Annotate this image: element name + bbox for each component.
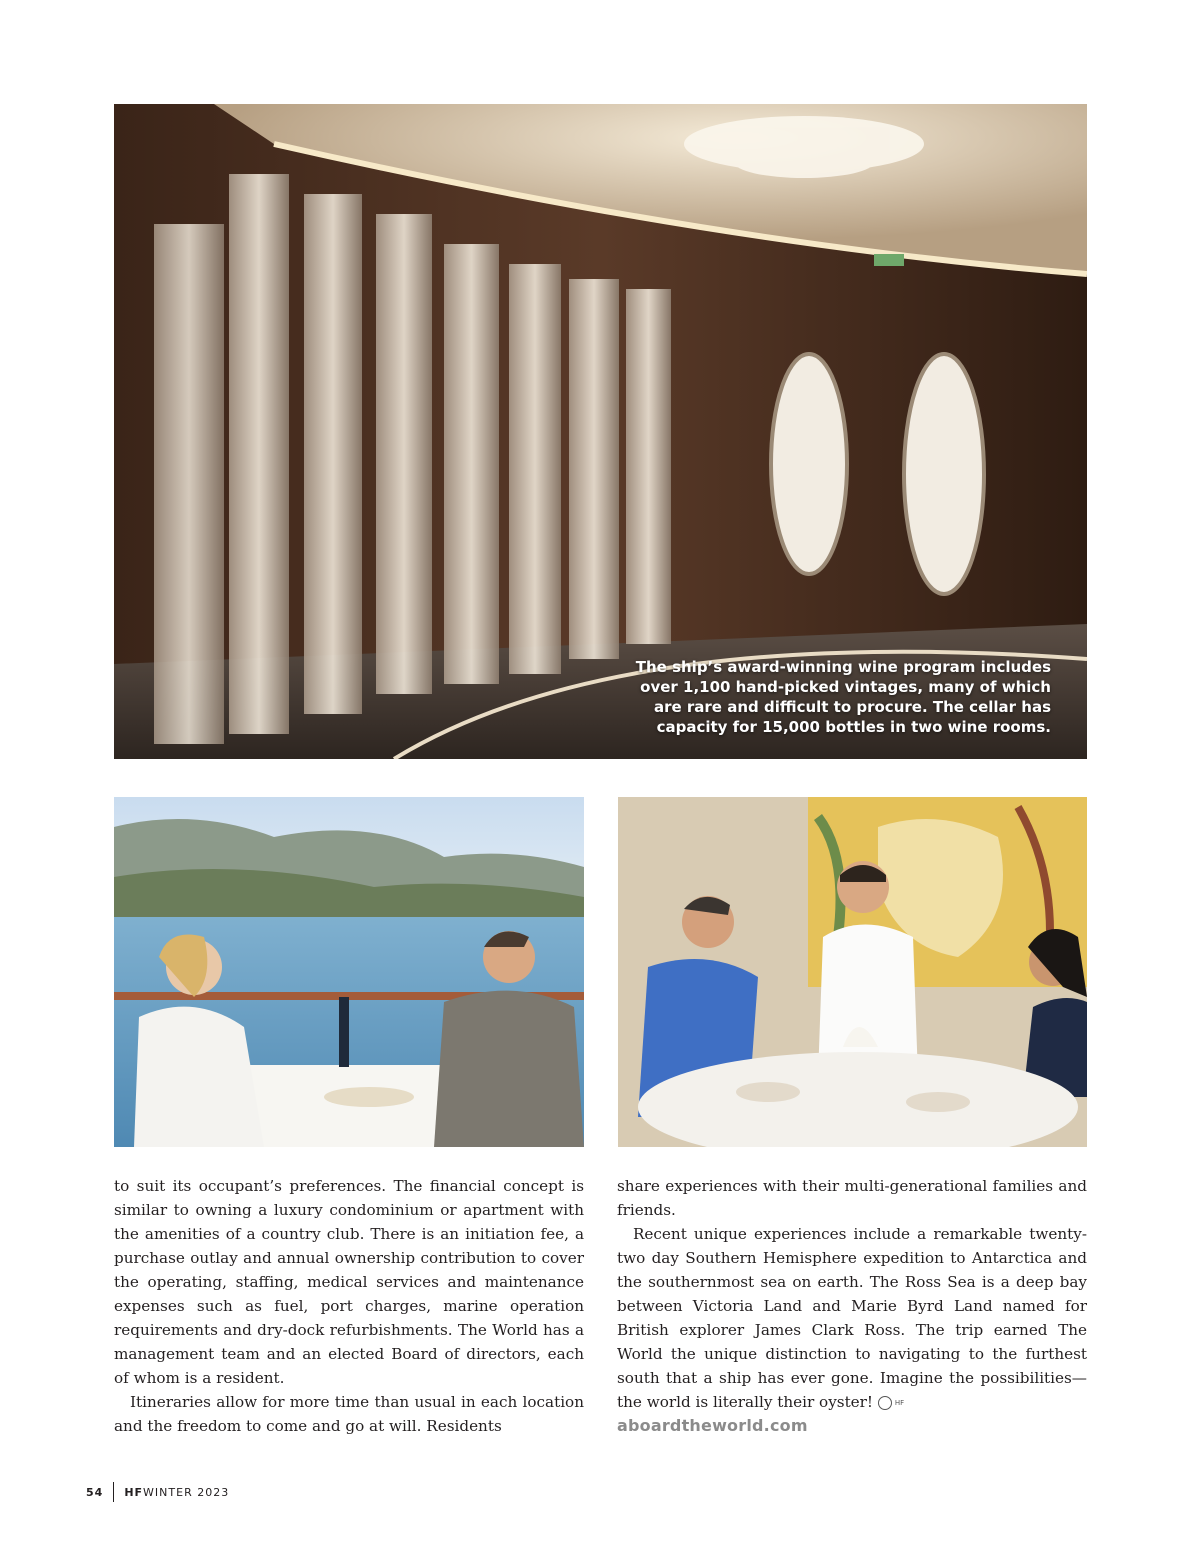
page-number: 54 [86, 1485, 104, 1499]
hf-end-mark-icon: HF [878, 1396, 892, 1410]
couple-dining-photo [114, 797, 584, 1147]
paragraph: Itineraries allow for more time than usual in each location and the freedom to come and go at will. Residents [114, 1393, 584, 1435]
couple-dining-illustration [114, 797, 584, 1147]
chef-wine-tasting-illustration [618, 797, 1087, 1147]
article-column-right [617, 1174, 1087, 1438]
guest-woman-figure [1023, 929, 1087, 1097]
footer-divider [113, 1482, 114, 1502]
paragraph: to suit its occupant’s preferences. The financial concept is similar to owning a luxury condominium or apartment with the amenities of a country club. There is an initiation fee, a purchase outlay and annual ownership contribution to cover the operating, staffing, medical services and maintenance expenses such as fuel, port charges, marine operation requirements and dry-dock refurbishments. The World has a management team and an elected Board of directors, each of whom is a resident. [114, 1177, 584, 1387]
paragraph: share experiences with their multi-generational families and friends. [617, 1177, 1087, 1219]
paragraph-text: Recent unique experiences include a remarkable twenty-two day Southern Hemisphere expedition to Antarctica and the southernmost sea on earth. The Ross Sea is a deep bay between Victoria Land and Marie Byrd Land named for British explorer James Clark Ross. The trip earned The World the unique distinction to navigating to the furthest south that a ship has ever gone. Imagine the possibilities—the world is literally their oyster! [617, 1225, 1087, 1411]
chef-wine-tasting-photo [618, 797, 1087, 1147]
magazine-name: HF [124, 1485, 144, 1499]
page-footer [86, 1482, 229, 1502]
article-column-left [114, 1174, 584, 1438]
paragraph [617, 1222, 1087, 1414]
wine-cellar-caption: The ship’s award-winning wine program includes over 1,100 hand-picked vintages, many of which are rare and difficult to procure. The cellar has capacity for 15,000 bottles in two wine rooms. [635, 658, 1051, 736]
website-link[interactable]: aboardtheworld.com [617, 1416, 808, 1435]
wine-cellar-photo [114, 104, 1087, 759]
issue-label: WINTER 2023 [143, 1485, 230, 1499]
